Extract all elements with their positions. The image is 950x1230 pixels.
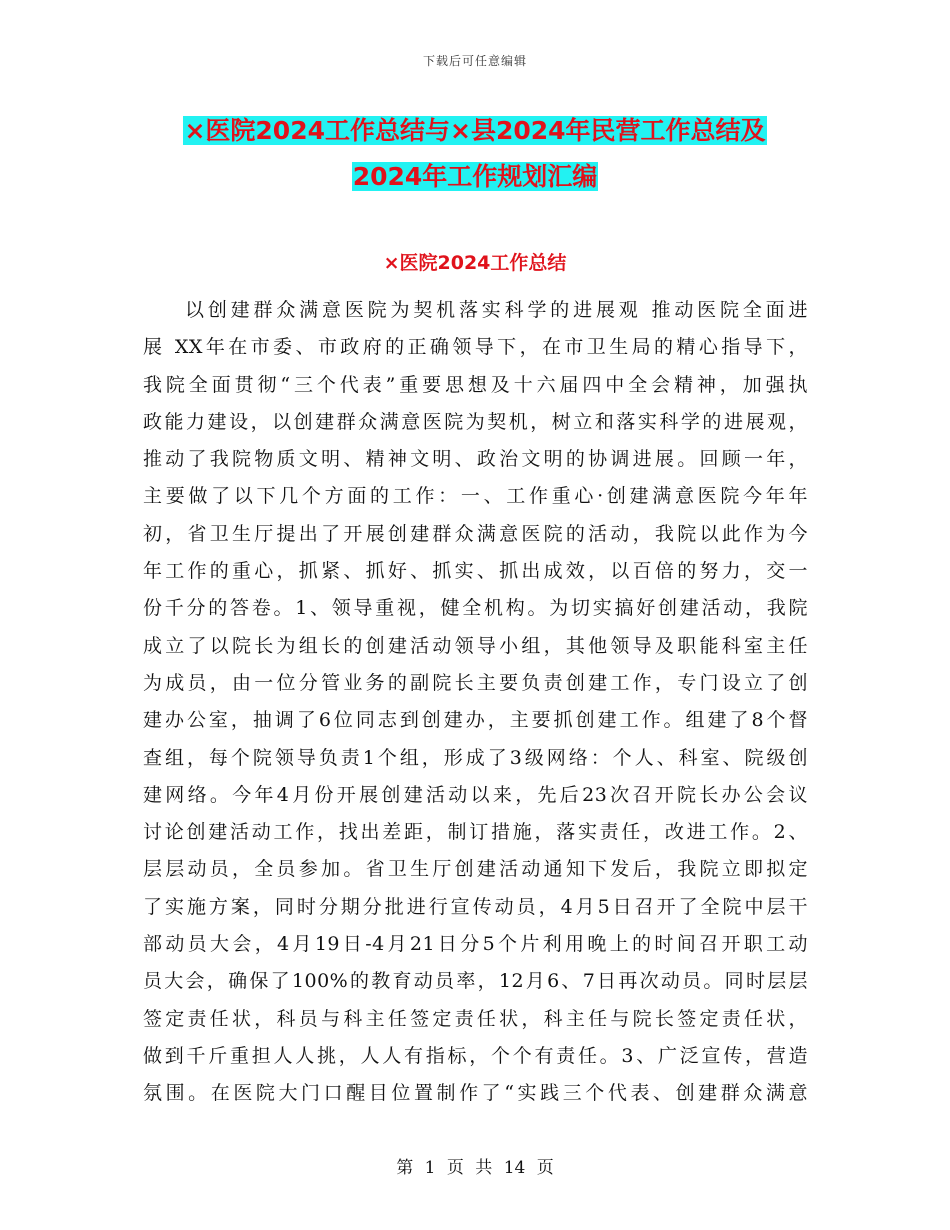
header-note: 下载后可任意编辑 — [422, 54, 527, 68]
body-line: 查组，每个院领导负责1个组，形成了3级网络：个人、科室、院级创 — [143, 746, 808, 769]
document-title — [0, 108, 950, 200]
body-line: 层层动员，全员参加。省卫生厅创建活动通知下发后，我院立即拟定 — [143, 858, 808, 881]
body-line: 主要做了以下几个方面的工作：一、工作重心·创建满意医院今年年 — [143, 485, 808, 508]
body-line: 份千分的答卷。1、领导重视，健全机构。为切实搞好创建活动，我院 — [143, 597, 808, 620]
body-line: 建办公室，抽调了6位同志到创建办，主要抓创建工作。组建了8个督 — [143, 709, 808, 732]
body-line: 员大会，确保了100%的教育动员率，12月6、7日再次动员。同时层层 — [143, 970, 808, 993]
body-line: 为成员，由一位分管业务的副院长主要负责创建工作，专门设立了创 — [143, 671, 808, 694]
document-title-line-2: 2024年工作规划汇编 — [352, 162, 598, 191]
body-text — [143, 292, 808, 1113]
body-line: 氛围。在医院大门口醒目位置制作了“实践三个代表、创建群众满意 — [143, 1082, 808, 1105]
body-line: 建网络。今年4月份开展创建活动以来，先后23次召开院长办公会议 — [143, 783, 808, 806]
body-line: 签定责任状，科员与科主任签定责任状，科主任与院长签定责任状， — [143, 1007, 808, 1030]
body-line: 了实施方案，同时分期分批进行宣传动员，4月5日召开了全院中层干 — [143, 895, 808, 918]
body-line: 年工作的重心，抓紧、抓好、抓实、抓出成效，以百倍的努力，交一 — [143, 560, 808, 583]
body-line: 做到千斤重担人人挑，人人有指标，个个有责任。3、广泛宣传，营造 — [143, 1044, 808, 1067]
body-line: 初，省卫生厅提出了开展创建群众满意医院的活动，我院以此作为今 — [143, 522, 808, 545]
body-line: 成立了以院长为组长的创建活动领导小组，其他领导及职能科室主任 — [143, 634, 808, 657]
document-title-line-1: ×医院2024工作总结与×县2024年民营工作总结及 — [184, 116, 766, 145]
body-line: 讨论创建活动工作，找出差距，制订措施，落实责任，改进工作。2、 — [143, 821, 808, 844]
body-line: 推动了我院物质文明、精神文明、政治文明的协调进展。回顾一年， — [143, 448, 808, 471]
body-line: 以创建群众满意医院为契机落实科学的进展观 推动医院全面进 — [185, 299, 808, 321]
body-line: 政能力建设，以创建群众满意医院为契机，树立和落实科学的进展观， — [143, 410, 808, 433]
page-indicator: 第 1 页 共 14 页 — [396, 1158, 554, 1178]
body-line: 部动员大会，4月19日-4月21日分5个片利用晚上的时间召开职工动 — [143, 933, 808, 956]
body-line: 展 XX年在市委、市政府的正确领导下，在市卫生局的精心指导下， — [143, 336, 808, 359]
body-line: 我院全面贯彻“三个代表”重要思想及十六届四中全会精神，加强执 — [143, 373, 808, 396]
section-title: ×医院2024工作总结 — [383, 252, 567, 274]
